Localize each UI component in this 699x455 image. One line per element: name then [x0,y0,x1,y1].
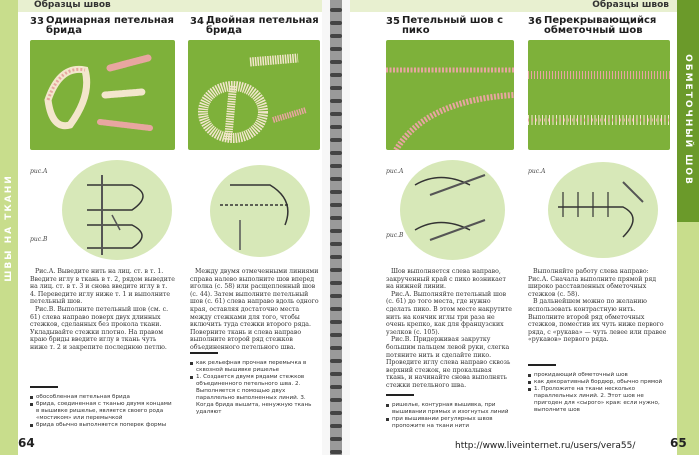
spiral-ring [330,385,342,389]
section-33-diagram [62,160,172,260]
section-34-title: Двойная петельная брида [206,15,319,36]
section-36-paragraph: В дальнейшем можно по желанию использовать контрастную нить. Выполните второй ряд обметочных стежков, поместив их чуть ниже первого ряда, с «рукава» — чуть левее или правее «рукавов» первого ряда. [528,298,667,344]
spiral-ring [330,216,342,220]
spiral-ring [330,138,342,142]
section-33-paragraph: Рис.А. Выведите нить на лиц. ст. в т. 1. Введите иглу в ткань в т. 2, рядом выведите на лиц. ст. в т. 3 и снова введите иглу в т. 4. Переведите иглу ниже т. 1 и выполните петельный шов. [30,268,175,306]
section-35-fig-b-label: рис.В [386,232,404,239]
section-34-bullets [190,360,320,416]
section-35-fig-a-label: рис.А [386,168,404,175]
section-36-title: Перекрывающийся обметочный шов [544,15,657,36]
section-34-diagram [210,165,310,257]
section-34-text [190,268,320,352]
spiral-ring [330,203,342,207]
list-item: обособленная петельная брида [30,394,175,401]
spiral-ring [330,229,342,233]
section-36-diagram [548,162,658,258]
watermark: http://www.liveinternet.ru/users/vera55/ [455,441,636,451]
list-item: 1. Создается двумя рядами стежков объединенного петельного шва. 2. Выполняется с помощью двух параллельно выполненных линий. 3. Когда брида вышита, ненужную ткань удаляют [190,374,320,416]
section-34-photo [188,40,320,150]
spiral-ring [330,333,342,337]
section-35-paragraph: Рис.В. Придерживая закрутку большим пальцем левой руки, слегка потяните нить и сделайте пико. Проведите иглу слева направо сквозь верхний стежок, не прокалывая ткань, и начинайте снова выполнять стежки петельного шва. [386,336,511,389]
spiral-ring [330,294,342,298]
section-33-fig-a-label: рис.А [30,168,48,175]
section-33-bullets [30,394,175,429]
section-33-paragraph: Рис.В. Выполните петельный шов (см. с. 61) слева направо поверх двух длинных стежков, сделанных без прокола ткани. Укладывайте стежки плотно. На правом краю бриды введите иглу в ткань чуть ниже т. 2 и закрепите последнюю петлю. [30,305,169,351]
spiral-ring [330,99,342,103]
left-page-number: 64 [18,436,35,450]
section-33-title: Одинарная петельная брида [46,15,174,36]
section-36-text [528,268,670,344]
section-33-fig-b-label: рис.В [30,236,48,243]
section-35-paragraph: Шов выполняется слева направо, закрученный край с пико возникает на нижней линии. [386,268,506,291]
section-34-number: 34 [190,16,204,27]
spiral-ring [330,359,342,363]
list-item: брида, соединенная с тканью двумя концами в вышивке ришелье, является своего рода «мостиком» или перемычкой [30,401,175,422]
list-item: прокидающий обметочный шов [528,372,670,379]
list-item: как рельефная прочная перемычка в сквозной вышивке ришелье [190,360,320,374]
spiral-ring [330,346,342,350]
right-header-title: Образцы швов [592,0,669,10]
spiral-ring [330,86,342,90]
spiral-ring [330,73,342,77]
spiral-ring [330,47,342,51]
section-33-text [30,268,175,352]
spiral-ring [330,268,342,272]
right-page-header [340,0,677,12]
right-page-number: 65 [670,436,687,450]
section-35-bullets [386,402,514,430]
right-side-tab-label: ОБМЕТОЧНЫЙ ШОВ [683,54,693,186]
section-36-photo [528,40,670,150]
section-35-diagram [400,160,505,260]
spiral-ring [330,151,342,155]
section-33-photo [30,40,175,150]
list-item: как декоративный бордюр, обычно прямой [528,379,670,386]
spiral-ring [330,307,342,311]
section-36-paragraph: Выполняйте работу слева направо: Рис.А. Сначала выполните прямой ряд широко расставленных обметочных стежков (с. 58). [528,268,657,298]
section-36-fig-a-label: рис.А [528,168,546,175]
left-page-header [18,0,330,12]
spiral-ring [330,190,342,194]
right-side-tab [677,0,699,455]
spiral-ring [330,8,342,12]
section-35-text [386,268,514,390]
list-item: ришелье, контурная вышивка, при вышивании прямых и изогнутых линий [386,402,514,416]
spiral-ring [330,242,342,246]
left-side-tab-label: ШВЫ НА ТКАНИ [4,173,14,282]
list-item: 1. Проложите на ткани несколько параллельных линий. 2. Этот шов не пригоден для «сырого» края: если нужно, выполните шов [528,386,670,414]
spiral-ring [330,372,342,376]
spiral-binding [330,0,342,455]
spiral-ring [330,437,342,441]
list-item: при вышивании регулярных швов пропожите на ткани нити [386,416,514,430]
section-35-number: 35 [386,16,400,27]
section-35-paragraph: Рис.А. Выполняйте петельный шов (с. 61) до того места, где нужно сделать пико. В этом месте накрутите нить на кончик иглы три раза не очень крепко, как для французских узелков (с. 105). [386,290,512,336]
spiral-ring [330,34,342,38]
spiral-ring [330,411,342,415]
spiral-ring [330,60,342,64]
spiral-ring [330,424,342,428]
list-item: брида обычно выполняется поперек формы [30,422,175,429]
section-35-title: Петельный шов с пико [402,15,504,36]
spiral-ring [330,450,342,454]
spiral-ring [330,255,342,259]
spiral-ring [330,164,342,168]
spiral-ring [330,320,342,324]
section-35-photo [386,40,514,150]
spiral-ring [330,112,342,116]
section-33-number: 33 [30,16,44,27]
left-side-tab [0,0,18,455]
spiral-ring [330,21,342,25]
spiral-ring [330,125,342,129]
spiral-ring [330,177,342,181]
spiral-ring [330,281,342,285]
spiral-ring [330,398,342,402]
section-36-bullets [528,372,670,414]
section-36-number: 36 [528,16,542,27]
section-34-paragraph: Между двумя отмеченными линиями справа налево выполните шов вперед иголка (с. 58) или расщепленный шов (с. 44). Затем выполните петельный шов (с. 61) слева направо вдоль одного края, оставляя достаточно места между стежками для того, чтобы включить туда стежки второго ряда. Поверните ткань и слева направо выполните второй ряд стежков объединенного петельного шва. [190,268,319,351]
left-header-title: Образцы швов [34,0,111,10]
